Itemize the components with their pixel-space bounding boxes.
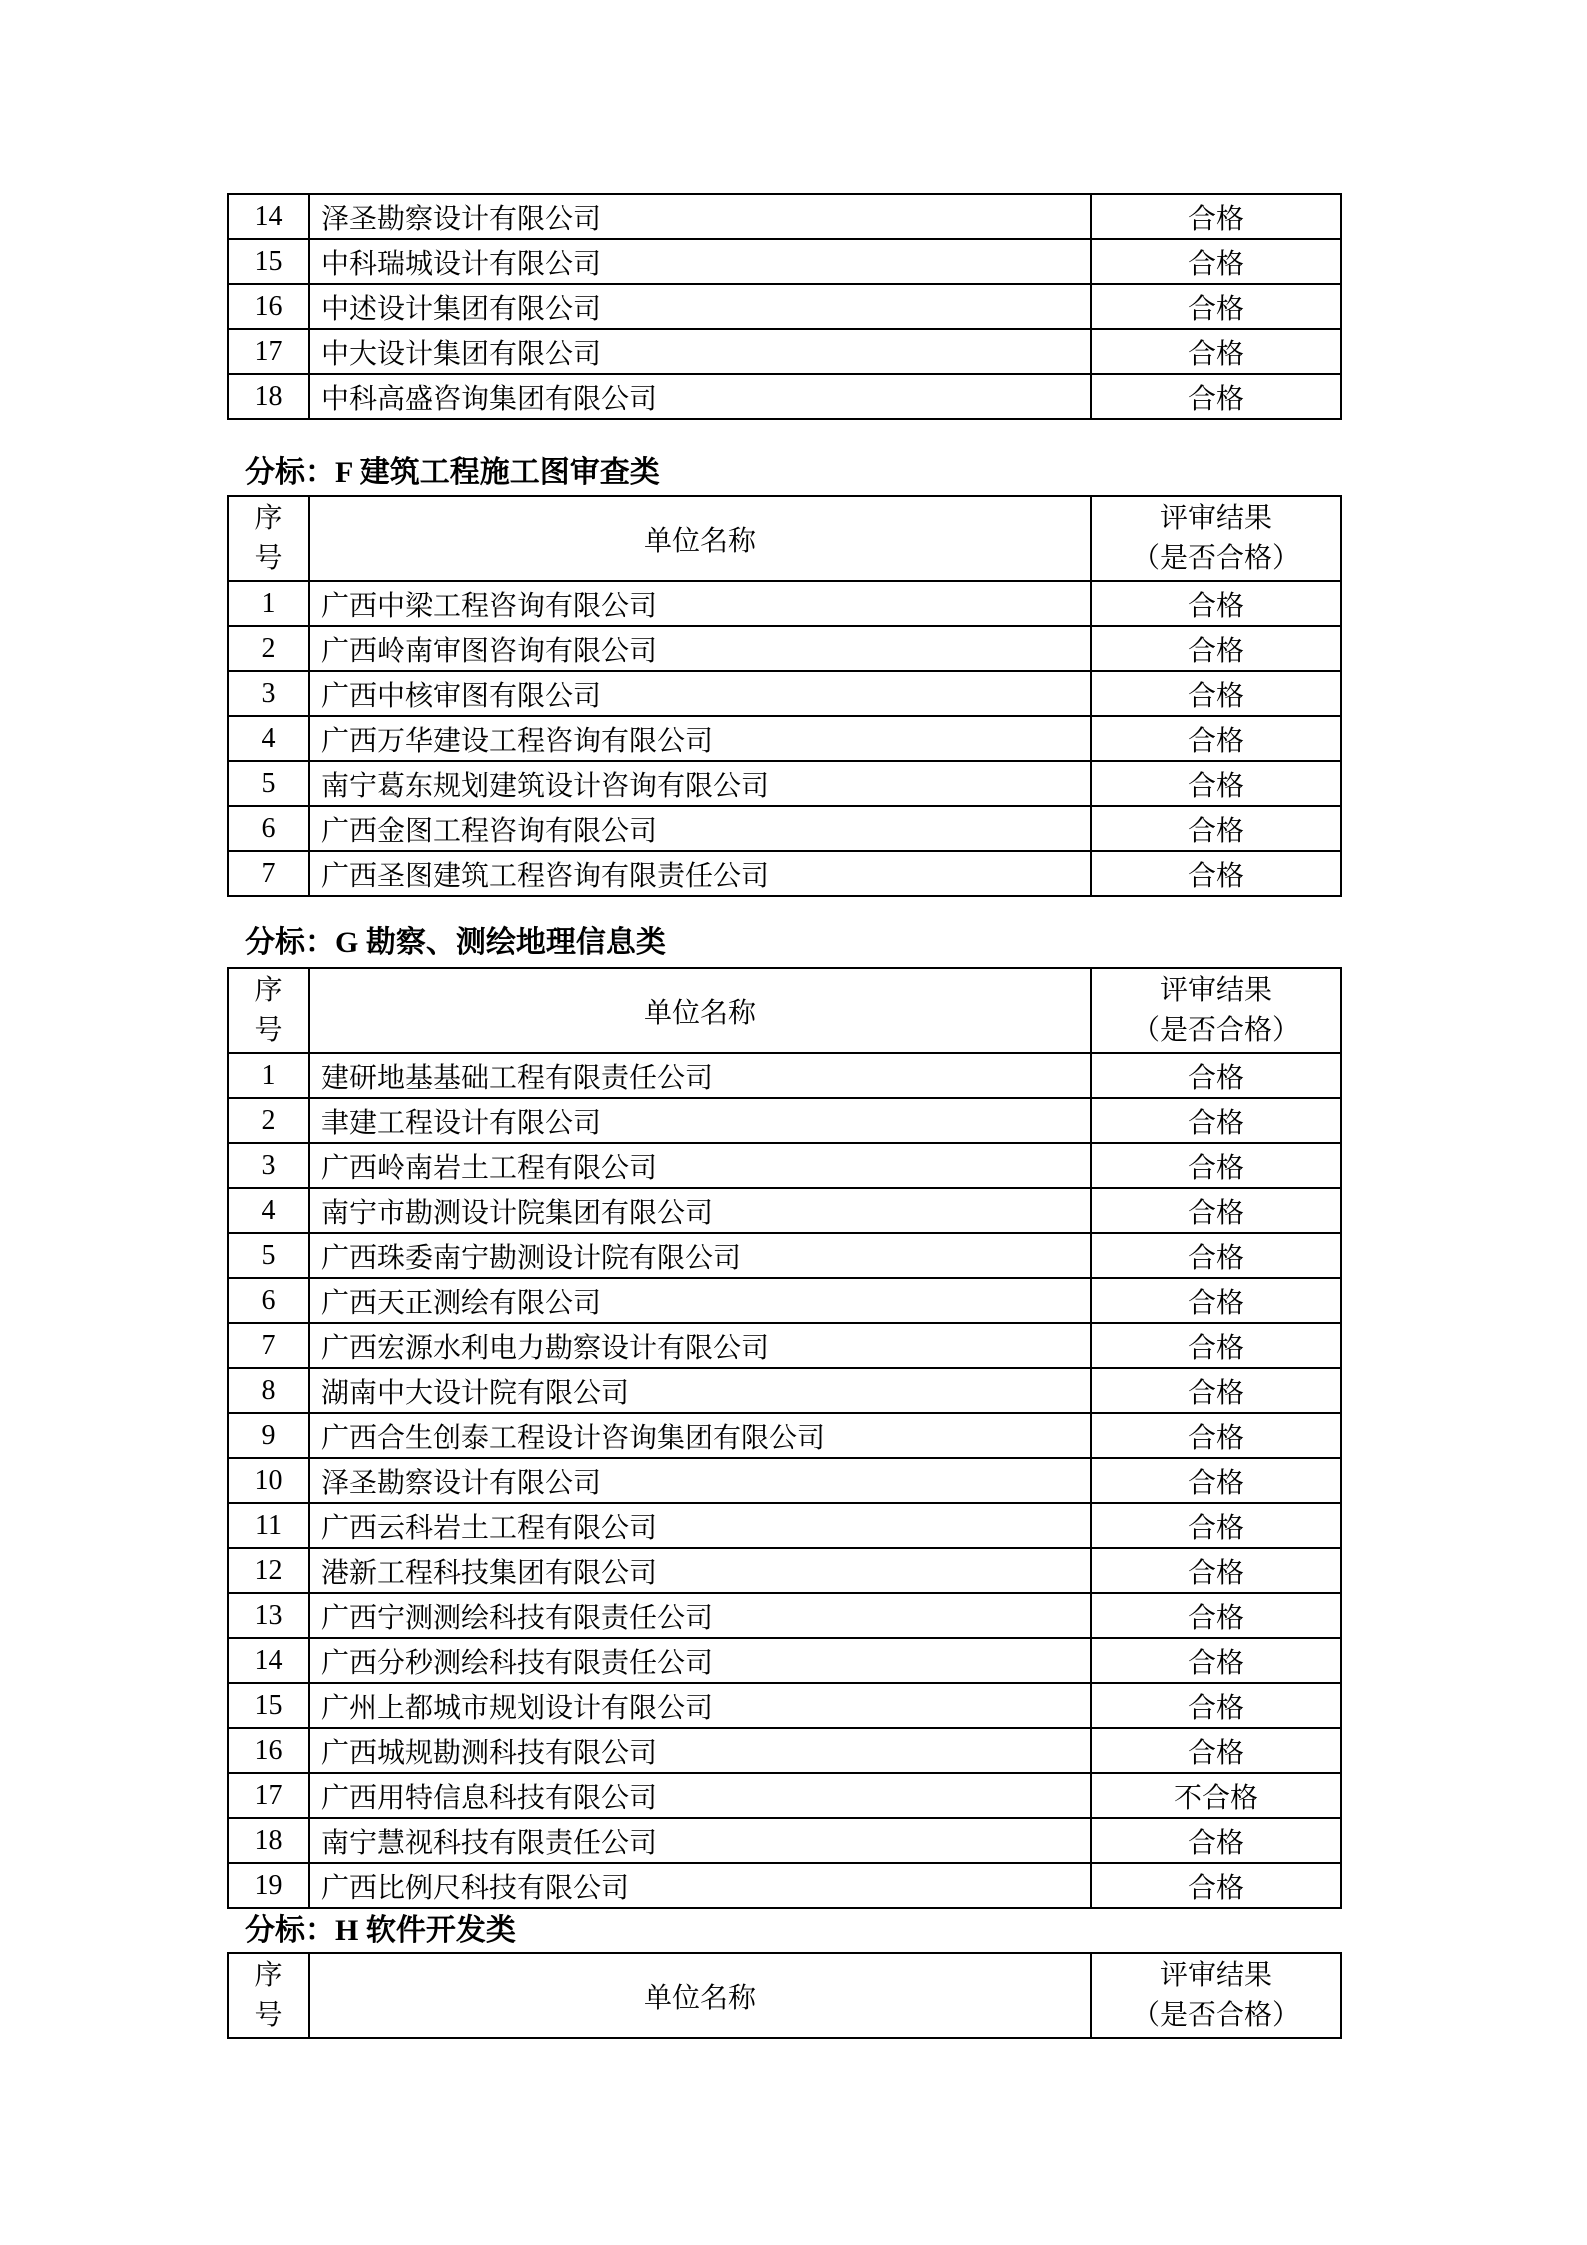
result-cell: 合格 xyxy=(1091,1188,1341,1233)
header-no-line1: 序 xyxy=(254,502,283,534)
company-name-cell: 广西珠委南宁勘测设计院有限公司 xyxy=(309,1233,1091,1278)
company-name-cell: 中科瑞城设计有限公司 xyxy=(309,239,1091,284)
table-section-g xyxy=(227,967,1342,1909)
company-name-cell: 广西城规勘测科技有限公司 xyxy=(309,1728,1091,1773)
header-result-cell xyxy=(1091,1953,1341,2038)
header-result-line1: 评审结果 xyxy=(1159,502,1272,534)
table-row xyxy=(228,1548,1341,1593)
company-name-cell: 泽圣勘察设计有限公司 xyxy=(309,1458,1091,1503)
row-number-cell: 9 xyxy=(228,1413,309,1458)
company-name-cell: 广西宏源水利电力勘察设计有限公司 xyxy=(309,1323,1091,1368)
header-no-line2: 号 xyxy=(254,1999,283,2031)
company-name-cell: 广西合生创泰工程设计咨询集团有限公司 xyxy=(309,1413,1091,1458)
result-cell: 合格 xyxy=(1091,1323,1341,1368)
row-number-cell: 5 xyxy=(228,1233,309,1278)
row-number-cell: 15 xyxy=(228,239,309,284)
table-row xyxy=(228,1458,1341,1503)
result-cell: 合格 xyxy=(1091,1413,1341,1458)
company-name-cell: 南宁慧视科技有限责任公司 xyxy=(309,1818,1091,1863)
row-number-cell: 4 xyxy=(228,716,309,761)
table-row xyxy=(228,284,1341,329)
result-cell: 合格 xyxy=(1091,1728,1341,1773)
section-g-heading: 分标：G 勘察、测绘地理信息类 xyxy=(245,926,666,959)
header-result-line2: （是否合格） xyxy=(1131,542,1300,574)
row-number-cell: 13 xyxy=(228,1593,309,1638)
company-name-cell: 广西云科岩土工程有限公司 xyxy=(309,1503,1091,1548)
row-number-cell: 15 xyxy=(228,1683,309,1728)
table-row xyxy=(228,671,1341,716)
table-row xyxy=(228,1368,1341,1413)
header-no-line1: 序 xyxy=(254,1959,283,1991)
result-cell: 合格 xyxy=(1091,806,1341,851)
table-row xyxy=(228,374,1341,419)
row-number-cell: 2 xyxy=(228,626,309,671)
company-name-cell: 港新工程科技集团有限公司 xyxy=(309,1548,1091,1593)
row-number-cell: 14 xyxy=(228,194,309,239)
table-row xyxy=(228,239,1341,284)
company-name-cell: 广西宁测测绘科技有限责任公司 xyxy=(309,1593,1091,1638)
header-result-cell xyxy=(1091,968,1341,1053)
result-cell: 合格 xyxy=(1091,374,1341,419)
row-number-cell: 18 xyxy=(228,1818,309,1863)
row-number-cell: 16 xyxy=(228,1728,309,1773)
result-cell: 合格 xyxy=(1091,1458,1341,1503)
row-number-cell: 4 xyxy=(228,1188,309,1233)
table-row xyxy=(228,1098,1341,1143)
section-f-heading: 分标：F 建筑工程施工图审查类 xyxy=(245,456,660,489)
row-number-cell: 1 xyxy=(228,581,309,626)
table-section-h xyxy=(227,1952,1342,2039)
row-number-cell: 1 xyxy=(228,1053,309,1098)
row-number-cell: 3 xyxy=(228,671,309,716)
table-row xyxy=(228,1323,1341,1368)
row-number-cell: 7 xyxy=(228,851,309,896)
header-result-line2: （是否合格） xyxy=(1131,1999,1300,2031)
table-row xyxy=(228,1278,1341,1323)
row-number-cell: 8 xyxy=(228,1368,309,1413)
header-no-line2: 号 xyxy=(254,1014,283,1046)
company-name-cell: 广西中梁工程咨询有限公司 xyxy=(309,581,1091,626)
table-row xyxy=(228,626,1341,671)
company-name-cell: 泽圣勘察设计有限公司 xyxy=(309,194,1091,239)
result-cell: 合格 xyxy=(1091,581,1341,626)
table-row xyxy=(228,851,1341,896)
company-name-cell: 南宁葛东规划建筑设计咨询有限公司 xyxy=(309,761,1091,806)
company-name-cell: 广西用特信息科技有限公司 xyxy=(309,1773,1091,1818)
header-no-line1: 序 xyxy=(254,974,283,1006)
row-number-cell: 18 xyxy=(228,374,309,419)
row-number-cell: 6 xyxy=(228,806,309,851)
company-name-cell: 中述设计集团有限公司 xyxy=(309,284,1091,329)
row-number-cell: 16 xyxy=(228,284,309,329)
row-number-cell: 12 xyxy=(228,1548,309,1593)
company-name-cell: 广西岭南审图咨询有限公司 xyxy=(309,626,1091,671)
table-header-row xyxy=(228,968,1341,1053)
row-number-cell: 19 xyxy=(228,1863,309,1908)
company-name-cell: 湖南中大设计院有限公司 xyxy=(309,1368,1091,1413)
header-result-line1: 评审结果 xyxy=(1159,974,1272,1006)
table-row xyxy=(228,761,1341,806)
result-cell: 合格 xyxy=(1091,761,1341,806)
row-number-cell: 11 xyxy=(228,1503,309,1548)
table-row xyxy=(228,1638,1341,1683)
table-row xyxy=(228,1143,1341,1188)
company-name-cell: 中科高盛咨询集团有限公司 xyxy=(309,374,1091,419)
table-row xyxy=(228,1188,1341,1233)
result-cell: 合格 xyxy=(1091,239,1341,284)
row-number-cell: 3 xyxy=(228,1143,309,1188)
section-h-heading: 分标：H 软件开发类 xyxy=(245,1914,516,1947)
table-row xyxy=(228,1593,1341,1638)
result-cell: 合格 xyxy=(1091,1503,1341,1548)
table-header-row xyxy=(228,496,1341,581)
row-number-cell: 5 xyxy=(228,761,309,806)
header-no-cell xyxy=(228,496,309,581)
company-name-cell: 广西天正测绘有限公司 xyxy=(309,1278,1091,1323)
table-row xyxy=(228,806,1341,851)
header-no-cell xyxy=(228,1953,309,2038)
table-row xyxy=(228,581,1341,626)
table-section-f xyxy=(227,495,1342,897)
company-name-cell: 广西圣图建筑工程咨询有限责任公司 xyxy=(309,851,1091,896)
company-name-cell: 建研地基基础工程有限责任公司 xyxy=(309,1053,1091,1098)
table-row xyxy=(228,1773,1341,1818)
company-name-cell: 聿建工程设计有限公司 xyxy=(309,1098,1091,1143)
header-result-line1: 评审结果 xyxy=(1159,1959,1272,1991)
result-cell: 合格 xyxy=(1091,194,1341,239)
company-name-cell: 广州上都城市规划设计有限公司 xyxy=(309,1683,1091,1728)
row-number-cell: 6 xyxy=(228,1278,309,1323)
result-cell: 合格 xyxy=(1091,626,1341,671)
result-cell: 合格 xyxy=(1091,1053,1341,1098)
table-row xyxy=(228,716,1341,761)
row-number-cell: 17 xyxy=(228,1773,309,1818)
company-name-cell: 广西岭南岩土工程有限公司 xyxy=(309,1143,1091,1188)
header-name-cell: 单位名称 xyxy=(309,968,1091,1053)
result-cell: 合格 xyxy=(1091,284,1341,329)
result-cell: 合格 xyxy=(1091,716,1341,761)
header-result-cell xyxy=(1091,496,1341,581)
company-name-cell: 广西分秒测绘科技有限责任公司 xyxy=(309,1638,1091,1683)
result-cell: 合格 xyxy=(1091,1233,1341,1278)
result-cell: 合格 xyxy=(1091,851,1341,896)
result-cell: 合格 xyxy=(1091,1863,1341,1908)
result-cell: 合格 xyxy=(1091,671,1341,716)
table-row xyxy=(228,1863,1341,1908)
header-no-line2: 号 xyxy=(254,542,283,574)
result-cell: 合格 xyxy=(1091,1368,1341,1413)
header-no-cell xyxy=(228,968,309,1053)
result-cell: 合格 xyxy=(1091,1143,1341,1188)
header-name-cell: 单位名称 xyxy=(309,1953,1091,2038)
row-number-cell: 17 xyxy=(228,329,309,374)
company-name-cell: 广西比例尺科技有限公司 xyxy=(309,1863,1091,1908)
header-name-cell: 单位名称 xyxy=(309,496,1091,581)
table-row xyxy=(228,1818,1341,1863)
company-name-cell: 广西中核审图有限公司 xyxy=(309,671,1091,716)
result-cell: 合格 xyxy=(1091,1548,1341,1593)
company-name-cell: 南宁市勘测设计院集团有限公司 xyxy=(309,1188,1091,1233)
table-row xyxy=(228,329,1341,374)
row-number-cell: 14 xyxy=(228,1638,309,1683)
table-row xyxy=(228,1413,1341,1458)
result-cell: 合格 xyxy=(1091,1098,1341,1143)
result-cell: 合格 xyxy=(1091,1638,1341,1683)
table-row xyxy=(228,1728,1341,1773)
table-row xyxy=(228,194,1341,239)
table-continuation xyxy=(227,193,1342,420)
company-name-cell: 广西金图工程咨询有限公司 xyxy=(309,806,1091,851)
table-row xyxy=(228,1233,1341,1278)
row-number-cell: 10 xyxy=(228,1458,309,1503)
row-number-cell: 2 xyxy=(228,1098,309,1143)
table-row xyxy=(228,1503,1341,1548)
header-result-line2: （是否合格） xyxy=(1131,1014,1300,1046)
result-cell: 合格 xyxy=(1091,1818,1341,1863)
result-cell: 合格 xyxy=(1091,1593,1341,1638)
table-row xyxy=(228,1053,1341,1098)
table-header-row xyxy=(228,1953,1341,2038)
result-cell: 合格 xyxy=(1091,329,1341,374)
company-name-cell: 广西万华建设工程咨询有限公司 xyxy=(309,716,1091,761)
result-cell: 不合格 xyxy=(1091,1773,1341,1818)
result-cell: 合格 xyxy=(1091,1683,1341,1728)
row-number-cell: 7 xyxy=(228,1323,309,1368)
result-cell: 合格 xyxy=(1091,1278,1341,1323)
company-name-cell: 中大设计集团有限公司 xyxy=(309,329,1091,374)
table-row xyxy=(228,1683,1341,1728)
